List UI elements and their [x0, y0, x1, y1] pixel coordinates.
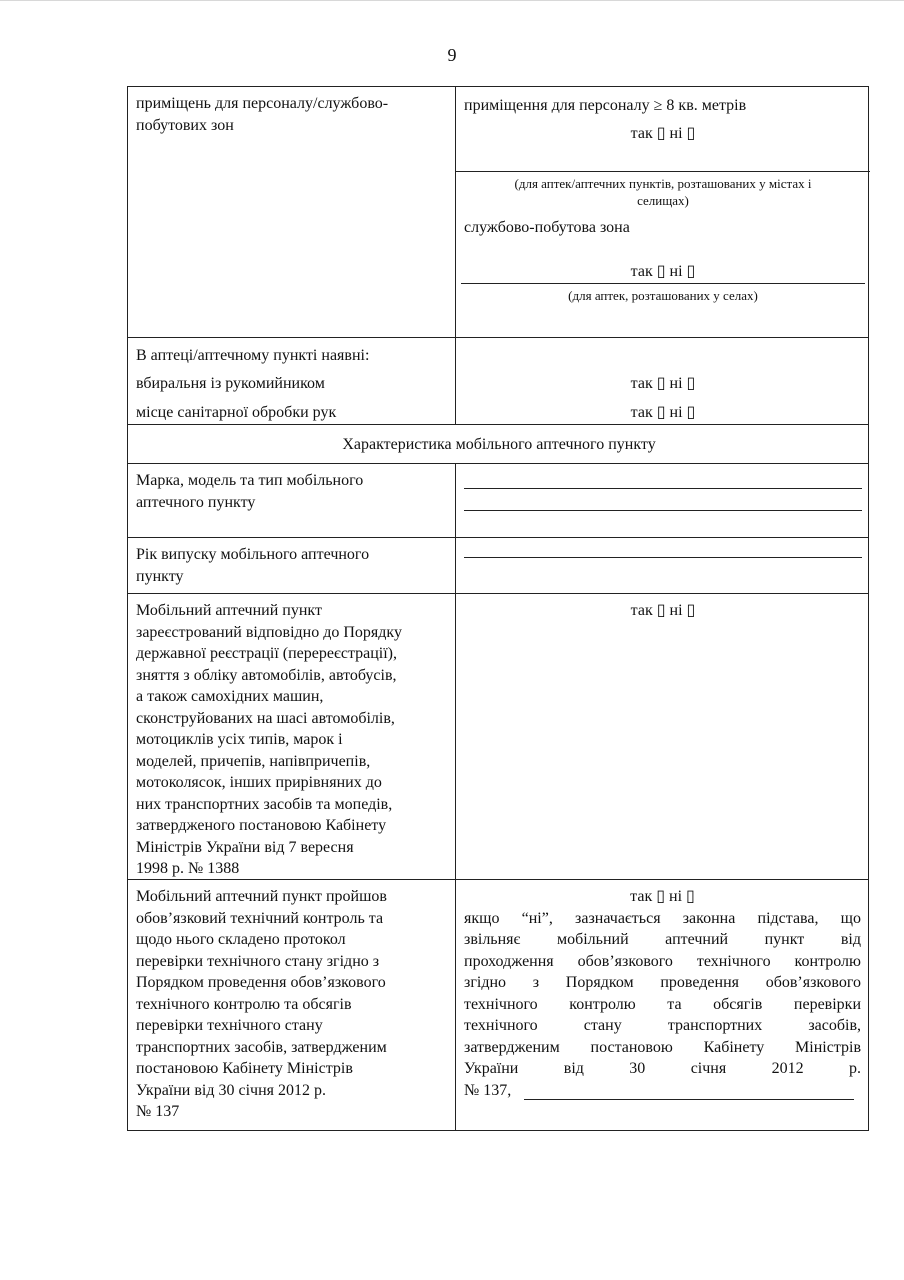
row-sanitary-values: [456, 338, 868, 424]
row-staff-rooms-values: [456, 87, 868, 337]
registration-checkbox[interactable]: так ▯ ні ▯: [630, 602, 696, 619]
sub-divider: [456, 171, 870, 172]
label-line: затвердженого постановою Кабінету: [136, 817, 387, 834]
label-line: приміщень для персоналу/службово-: [136, 95, 389, 112]
label-line: транспортних засобів, затвердженим: [136, 1038, 387, 1056]
staff-rooms-checkbox[interactable]: так ▯ ні ▯: [630, 125, 696, 142]
label-line: вбиральня із рукомийником: [136, 375, 325, 392]
exemption-text-line: технічного контролю та обсягів перевірки: [464, 995, 861, 1013]
exemption-text-line: затвердженим постановою Кабінету Міністрів: [464, 1038, 861, 1056]
exemption-text-line: звільняє мобільний аптечний пункт від: [464, 931, 861, 948]
row-staff-rooms: [127, 86, 869, 337]
row-year: [127, 537, 869, 593]
label-line: сконструйованих на шасі автомобілів,: [136, 709, 395, 727]
label-line: побутових зон: [136, 117, 234, 134]
label-line: обов’язковий технічний контроль та: [136, 909, 384, 927]
service-zone-text: службово-побутова зона: [464, 219, 630, 236]
label-line: Порядком проведення обов’язкового: [136, 974, 386, 991]
label-line: зареєстрований відповідно до Порядку: [136, 623, 402, 641]
label-line: мотоциклів усіх типів, марок і: [136, 731, 343, 748]
label-line: Мобільний аптечний пункт: [136, 602, 322, 619]
label-line: місце санітарної обробки рук: [136, 404, 337, 421]
fill-line[interactable]: [464, 557, 862, 558]
label-line: мотоколясок, інших прирівняних до: [136, 774, 382, 791]
service-zone-checkbox[interactable]: так ▯ ні ▯: [630, 263, 696, 280]
label-line: аптечного пункту: [136, 494, 256, 511]
fill-line[interactable]: [524, 1099, 854, 1100]
row-registration-values: [456, 594, 868, 879]
label-line: державної реєстрації (перереєстрації),: [136, 645, 398, 662]
label-line: В аптеці/аптечному пункті наявні:: [136, 347, 370, 364]
exemption-text-line: України від 30 січня 2012 р.: [464, 1060, 861, 1077]
row-sanitary: [127, 337, 869, 424]
label-line: № 137: [136, 1103, 180, 1120]
hand-sanitation-checkbox[interactable]: так ▯ ні ▯: [630, 404, 696, 421]
toilet-checkbox[interactable]: так ▯ ні ▯: [630, 375, 696, 392]
fill-line[interactable]: [464, 510, 862, 511]
row-brand-model-values: [456, 464, 868, 537]
row-staff-rooms-label: [128, 87, 456, 337]
label-line: перевірки технічного стану згідно з: [136, 952, 380, 970]
label-line: 1998 р. № 1388: [136, 860, 240, 877]
label-line: а також самохідних машин,: [136, 688, 324, 705]
label-line: моделей, причепів, напівпричепів,: [136, 752, 371, 770]
sub-underline: [461, 283, 865, 284]
row-brand-model: [127, 463, 869, 537]
note-cities-1: (для аптек/аптечних пунктів, розташованих у містах і: [514, 176, 812, 191]
section-title: Характеристика мобільного аптечного пункту: [342, 436, 656, 453]
label-line: України від 30 січня 2012 р.: [136, 1081, 327, 1099]
label-line: Рік випуску мобільного аптечного: [136, 546, 370, 563]
exemption-text-line: якщо “ні”, зазначається законна підстава, що: [464, 909, 861, 927]
row-registration: [127, 593, 869, 879]
row-technical-control-label: [128, 880, 456, 1130]
row-year-label: [128, 538, 456, 593]
fill-line[interactable]: [464, 488, 862, 489]
technical-control-checkbox[interactable]: так ▯ ні ▯: [630, 888, 695, 905]
label-line: перевірки технічного стану: [136, 1017, 323, 1034]
label-line: постановою Кабінету Міністрів: [136, 1060, 353, 1077]
label-line: технічного контролю та обсягів: [136, 995, 352, 1013]
row-registration-label: [128, 594, 456, 879]
exemption-text-line: проходження обов’язкового технічного контролю: [464, 952, 861, 970]
label-line: щодо нього складено протокол: [136, 931, 346, 948]
row-technical-control-values: [456, 880, 868, 1130]
label-line: Мобільний аптечний пункт пройшов: [136, 888, 387, 905]
label-line: Міністрів України від 7 вересня: [136, 838, 354, 856]
exemption-last-line: [464, 1080, 861, 1102]
row-sanitary-label: [128, 338, 456, 424]
row-brand-model-label: [128, 464, 456, 537]
note-cities-2: селищах): [637, 193, 689, 208]
label-line: зняття з обліку автомобілів, автобусів,: [136, 666, 397, 684]
staff-rooms-text: приміщення для персоналу ≥ 8 кв. метрів: [464, 97, 747, 114]
label-line: них транспортних засобів та мопедів,: [136, 795, 393, 813]
exemption-text-line: згідно з Порядком проведення обов’язкового: [464, 974, 861, 991]
page-number: 9: [447, 45, 457, 65]
exemption-text-line: технічного стану транспортних засобів,: [464, 1017, 861, 1034]
row-year-values: [456, 538, 868, 593]
note-villages: (для аптек, розташованих у селах): [568, 288, 758, 303]
label-line: пункту: [136, 568, 184, 585]
label-line: Марка, модель та тип мобільного: [136, 472, 364, 489]
section-header-row: [127, 424, 869, 463]
top-border: [0, 0, 904, 1]
row-technical-control: [127, 879, 869, 1131]
resolution-number: № 137,: [464, 1081, 512, 1099]
